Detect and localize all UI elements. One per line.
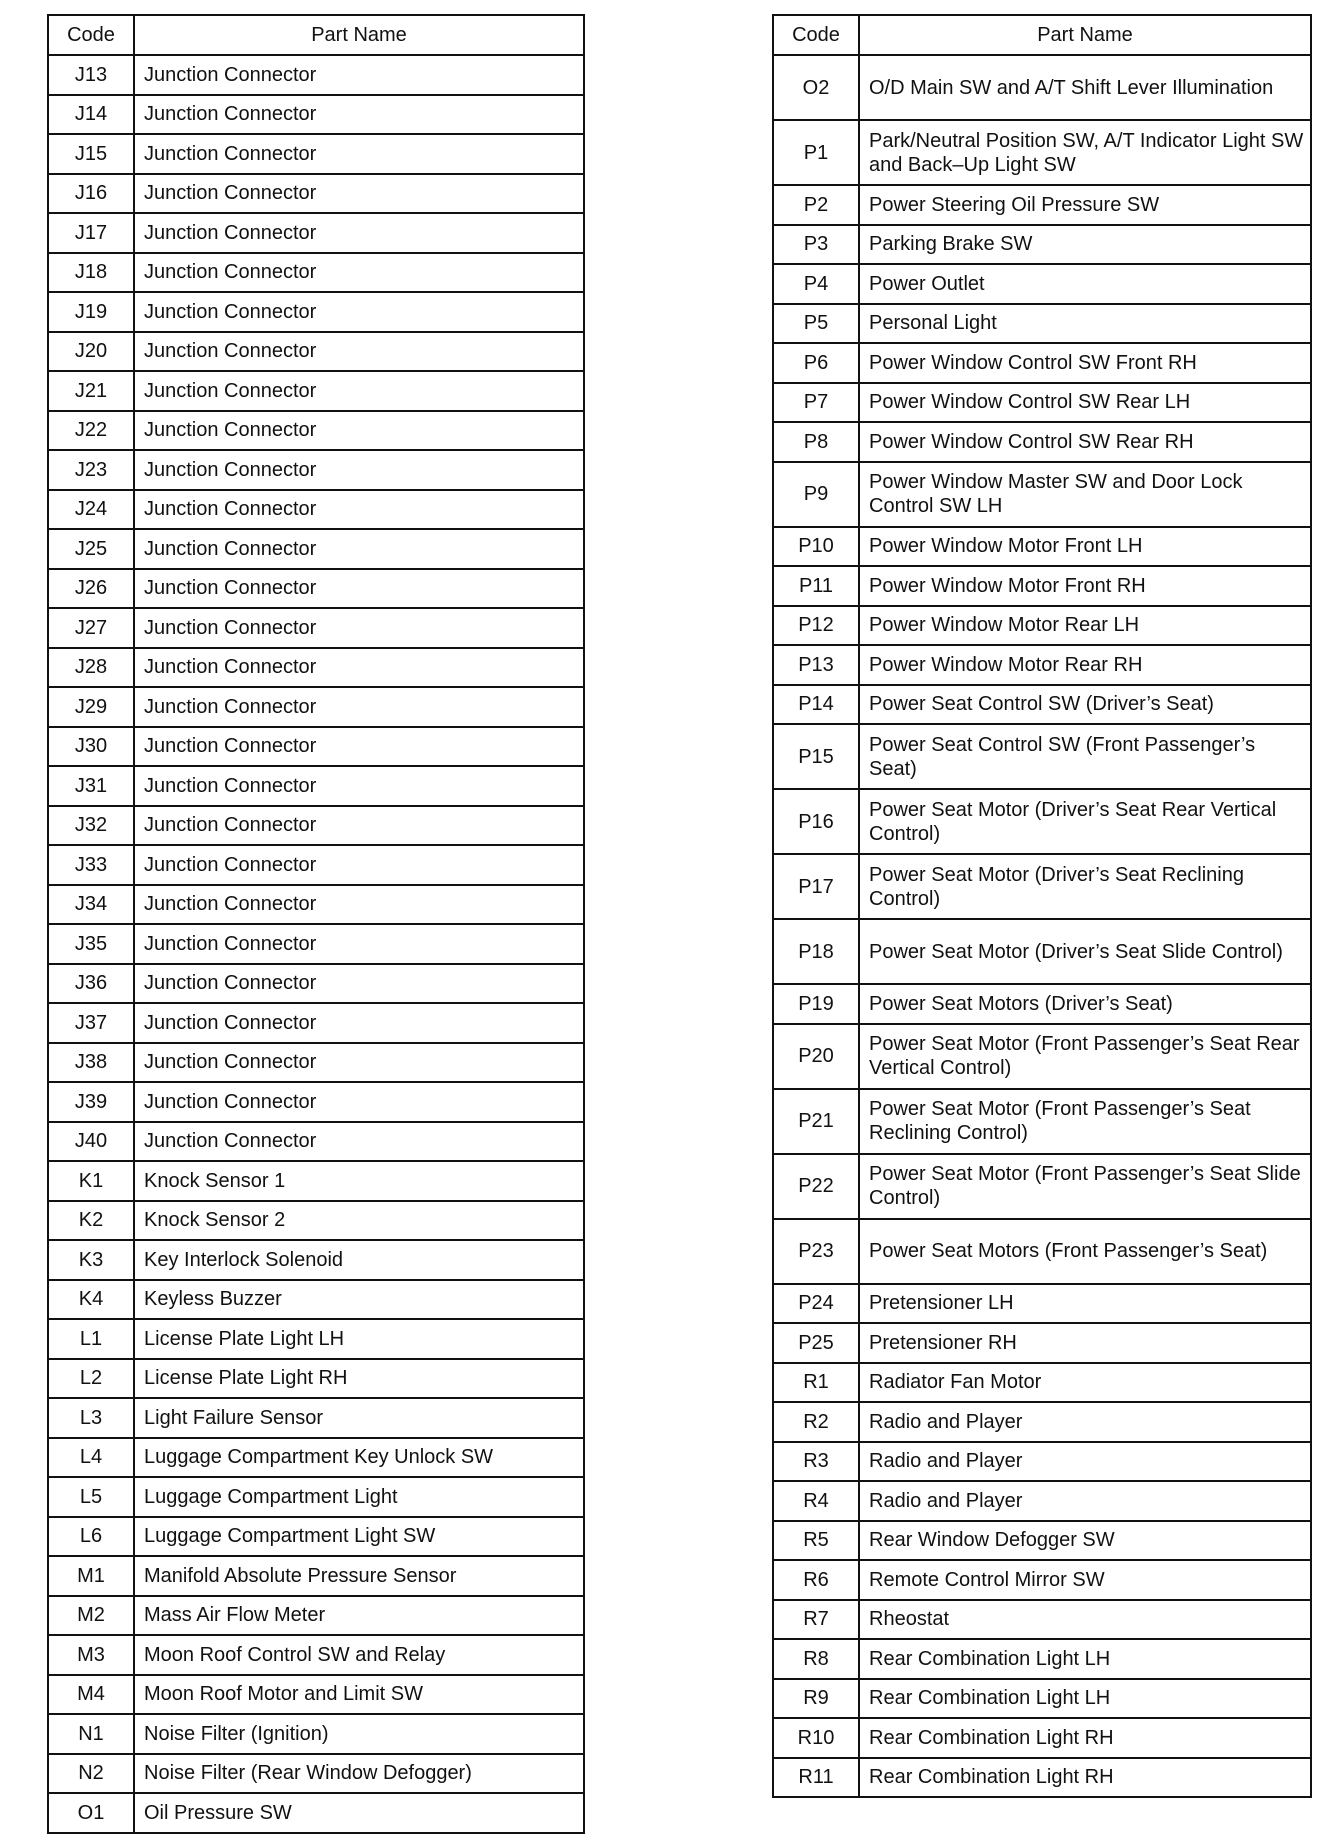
column-header-part-name: Part Name [859,15,1311,55]
part-code: J40 [48,1122,134,1162]
part-name: Junction Connector [134,727,584,767]
table-row [48,332,584,372]
part-name: Power Window Master SW and Door Lock Control SW LH [859,462,1311,527]
part-name: Junction Connector [134,569,584,609]
part-name: Key Interlock Solenoid [134,1240,584,1280]
part-code: P21 [773,1089,859,1154]
part-name: License Plate Light LH [134,1319,584,1359]
table-row [773,1639,1311,1679]
part-code: P2 [773,185,859,225]
table-row [48,648,584,688]
table-row [773,1284,1311,1324]
part-name: Remote Control Mirror SW [859,1560,1311,1600]
part-name: Luggage Compartment Light SW [134,1517,584,1557]
part-code: P23 [773,1219,859,1284]
part-name: Junction Connector [134,964,584,1004]
part-code: J20 [48,332,134,372]
part-name: Radio and Player [859,1481,1311,1521]
table-row [48,1517,584,1557]
part-code: P19 [773,984,859,1024]
table-row [773,1481,1311,1521]
table-row [48,1043,584,1083]
part-name: Radio and Player [859,1442,1311,1482]
table-row [773,304,1311,344]
part-code: J35 [48,924,134,964]
part-code: P4 [773,264,859,304]
table-row [773,1560,1311,1600]
column-header-code: Code [48,15,134,55]
part-name: Power Window Control SW Front RH [859,343,1311,383]
part-code: J17 [48,213,134,253]
table-row [48,1240,584,1280]
part-name: Power Seat Control SW (Front Passenger’s Seat) [859,724,1311,789]
table-row [48,1003,584,1043]
table-row [48,1201,584,1241]
part-name: Noise Filter (Rear Window Defogger) [134,1754,584,1794]
part-code: J28 [48,648,134,688]
part-name: Light Failure Sensor [134,1398,584,1438]
part-name: Luggage Compartment Key Unlock SW [134,1438,584,1478]
part-code: P13 [773,645,859,685]
part-code: K3 [48,1240,134,1280]
table-row [48,608,584,648]
table-row [48,55,584,95]
part-name: Knock Sensor 2 [134,1201,584,1241]
part-name: Junction Connector [134,648,584,688]
part-name: Rheostat [859,1600,1311,1640]
table-row [773,55,1311,120]
table-row [773,685,1311,725]
part-name: Junction Connector [134,332,584,372]
part-code: P3 [773,225,859,265]
part-name: Junction Connector [134,1003,584,1043]
part-code: R9 [773,1679,859,1719]
part-code: M1 [48,1556,134,1596]
part-code: R3 [773,1442,859,1482]
table-row [773,1521,1311,1561]
part-code: J36 [48,964,134,1004]
part-name: Power Window Motor Front RH [859,566,1311,606]
table-row [48,1122,584,1162]
table-row [773,1219,1311,1284]
part-code: P6 [773,343,859,383]
table-row [48,964,584,1004]
table-row [773,120,1311,185]
part-name: Noise Filter (Ignition) [134,1714,584,1754]
table-header-row [773,15,1311,55]
part-code: J23 [48,450,134,490]
table-row [48,490,584,530]
part-code: R2 [773,1402,859,1442]
part-code: P18 [773,919,859,984]
part-code: K1 [48,1161,134,1201]
part-name: Park/Neutral Position SW, A/T Indicator Light SW and Back–Up Light SW [859,120,1311,185]
part-name: Junction Connector [134,766,584,806]
part-name: Junction Connector [134,95,584,135]
part-code: P12 [773,606,859,646]
table-row [48,292,584,332]
table-row [773,566,1311,606]
table-row [773,343,1311,383]
part-code: R11 [773,1758,859,1798]
table-row [48,1596,584,1636]
table-row [773,225,1311,265]
table-row [48,1477,584,1517]
table-row [48,1280,584,1320]
part-code: J22 [48,411,134,451]
part-name: O/D Main SW and A/T Shift Lever Illumination [859,55,1311,120]
part-code: P16 [773,789,859,854]
part-code: L1 [48,1319,134,1359]
part-name: Junction Connector [134,490,584,530]
table-row [773,383,1311,423]
part-name: Power Seat Control SW (Driver’s Seat) [859,685,1311,725]
table-row [48,1359,584,1399]
part-name: Power Seat Motor (Driver’s Seat Reclining Control) [859,854,1311,919]
part-code: L2 [48,1359,134,1399]
part-code: J14 [48,95,134,135]
table-row [48,253,584,293]
table-row [773,606,1311,646]
table-row [773,1679,1311,1719]
part-code: P1 [773,120,859,185]
part-name: Junction Connector [134,885,584,925]
part-code: O1 [48,1793,134,1833]
table-row [48,1398,584,1438]
part-name: Rear Window Defogger SW [859,1521,1311,1561]
column-header-code: Code [773,15,859,55]
part-code: J39 [48,1082,134,1122]
part-name: Power Seat Motor (Front Passenger’s Seat Rear Vertical Control) [859,1024,1311,1089]
parts-table-right [772,14,1312,1798]
part-name: Power Window Control SW Rear LH [859,383,1311,423]
table-row [48,1675,584,1715]
part-name: Junction Connector [134,687,584,727]
part-name: Power Seat Motor (Driver’s Seat Slide Control) [859,919,1311,984]
part-name: Power Seat Motors (Front Passenger’s Seat) [859,1219,1311,1284]
part-name: Luggage Compartment Light [134,1477,584,1517]
part-code: J15 [48,134,134,174]
column-header-part-name: Part Name [134,15,584,55]
part-code: P15 [773,724,859,789]
part-code: R8 [773,1639,859,1679]
part-name: License Plate Light RH [134,1359,584,1399]
part-name: Junction Connector [134,411,584,451]
table-row [48,450,584,490]
part-name: Power Window Motor Rear RH [859,645,1311,685]
part-name: Junction Connector [134,292,584,332]
table-row [773,984,1311,1024]
part-name: Knock Sensor 1 [134,1161,584,1201]
table-header-row [48,15,584,55]
table-row [773,1600,1311,1640]
table-row [48,529,584,569]
part-name: Power Seat Motors (Driver’s Seat) [859,984,1311,1024]
table-row [48,727,584,767]
part-name: Junction Connector [134,55,584,95]
part-code: J38 [48,1043,134,1083]
table-row [48,885,584,925]
part-name: Manifold Absolute Pressure Sensor [134,1556,584,1596]
table-row [773,1402,1311,1442]
part-code: J34 [48,885,134,925]
part-code: L4 [48,1438,134,1478]
part-name: Power Window Motor Front LH [859,527,1311,567]
table-row [773,1758,1311,1798]
table-row [48,1793,584,1833]
part-code: O2 [773,55,859,120]
part-code: J31 [48,766,134,806]
part-code: L5 [48,1477,134,1517]
table-row [48,411,584,451]
table-body-right [773,55,1311,1797]
table-row [48,371,584,411]
part-code: P20 [773,1024,859,1089]
part-code: P14 [773,685,859,725]
part-name: Junction Connector [134,608,584,648]
part-code: P8 [773,422,859,462]
table-row [48,1635,584,1675]
part-code: J27 [48,608,134,648]
part-code: J16 [48,174,134,214]
table-row [48,766,584,806]
part-name: Power Steering Oil Pressure SW [859,185,1311,225]
part-code: P17 [773,854,859,919]
table-body-left [48,55,584,1833]
part-name: Personal Light [859,304,1311,344]
part-name: Moon Roof Motor and Limit SW [134,1675,584,1715]
part-name: Power Seat Motor (Front Passenger’s Seat Slide Control) [859,1154,1311,1219]
table-row [48,806,584,846]
part-code: P10 [773,527,859,567]
part-code: R7 [773,1600,859,1640]
part-code: R4 [773,1481,859,1521]
part-name: Moon Roof Control SW and Relay [134,1635,584,1675]
table-row [48,1438,584,1478]
table-row [773,724,1311,789]
table-row [773,264,1311,304]
table-row [48,95,584,135]
table-row [48,1754,584,1794]
part-name: Junction Connector [134,806,584,846]
table-row [773,1718,1311,1758]
part-code: R10 [773,1718,859,1758]
table-row [773,1024,1311,1089]
part-code: R5 [773,1521,859,1561]
part-name: Oil Pressure SW [134,1793,584,1833]
table-row [48,1319,584,1359]
part-name: Mass Air Flow Meter [134,1596,584,1636]
table-row [48,174,584,214]
part-code: P11 [773,566,859,606]
table-row [773,919,1311,984]
part-name: Rear Combination Light LH [859,1639,1311,1679]
part-name: Pretensioner RH [859,1323,1311,1363]
part-name: Rear Combination Light RH [859,1718,1311,1758]
table-row [48,1714,584,1754]
table-row [48,1082,584,1122]
table-row [48,924,584,964]
part-name: Keyless Buzzer [134,1280,584,1320]
part-code: J18 [48,253,134,293]
part-code: M3 [48,1635,134,1675]
part-code: M4 [48,1675,134,1715]
part-name: Junction Connector [134,924,584,964]
part-code: L6 [48,1517,134,1557]
table-row [48,134,584,174]
part-code: L3 [48,1398,134,1438]
table-row [773,1323,1311,1363]
part-name: Power Outlet [859,264,1311,304]
part-code: P7 [773,383,859,423]
part-name: Junction Connector [134,1122,584,1162]
part-name: Power Window Motor Rear LH [859,606,1311,646]
part-name: Power Seat Motor (Driver’s Seat Rear Vertical Control) [859,789,1311,854]
table-row [773,185,1311,225]
part-name: Junction Connector [134,845,584,885]
table-row [48,213,584,253]
part-code: J32 [48,806,134,846]
table-row [773,789,1311,854]
part-code: P25 [773,1323,859,1363]
part-code: K4 [48,1280,134,1320]
table-row [773,645,1311,685]
part-code: P22 [773,1154,859,1219]
part-code: J26 [48,569,134,609]
table-row [48,1556,584,1596]
part-code: K2 [48,1201,134,1241]
part-code: P24 [773,1284,859,1324]
part-name: Junction Connector [134,174,584,214]
part-code: N2 [48,1754,134,1794]
part-name: Power Seat Motor (Front Passenger’s Seat Reclining Control) [859,1089,1311,1154]
table-row [773,1089,1311,1154]
part-code: J25 [48,529,134,569]
table-row [48,1161,584,1201]
part-name: Rear Combination Light RH [859,1758,1311,1798]
table-row [773,1363,1311,1403]
part-code: J37 [48,1003,134,1043]
part-name: Pretensioner LH [859,1284,1311,1324]
table-row [773,1154,1311,1219]
part-code: P9 [773,462,859,527]
parts-table-left [47,14,585,1834]
part-name: Radio and Player [859,1402,1311,1442]
part-code: J13 [48,55,134,95]
table-row [773,462,1311,527]
part-code: J24 [48,490,134,530]
table-row [773,1442,1311,1482]
part-code: M2 [48,1596,134,1636]
table-row [48,569,584,609]
part-code: P5 [773,304,859,344]
part-name: Parking Brake SW [859,225,1311,265]
part-name: Power Window Control SW Rear RH [859,422,1311,462]
part-code: N1 [48,1714,134,1754]
part-name: Junction Connector [134,213,584,253]
part-name: Radiator Fan Motor [859,1363,1311,1403]
part-code: J33 [48,845,134,885]
table-row [773,527,1311,567]
part-name: Junction Connector [134,253,584,293]
part-name: Junction Connector [134,1082,584,1122]
table-row [48,845,584,885]
table-row [48,687,584,727]
part-code: R1 [773,1363,859,1403]
part-name: Junction Connector [134,371,584,411]
part-name: Junction Connector [134,134,584,174]
part-code: J29 [48,687,134,727]
part-code: J19 [48,292,134,332]
table-row [773,422,1311,462]
table-row [773,854,1311,919]
part-name: Junction Connector [134,450,584,490]
part-code: J21 [48,371,134,411]
part-name: Rear Combination Light LH [859,1679,1311,1719]
part-code: R6 [773,1560,859,1600]
part-name: Junction Connector [134,529,584,569]
part-code: J30 [48,727,134,767]
part-name: Junction Connector [134,1043,584,1083]
